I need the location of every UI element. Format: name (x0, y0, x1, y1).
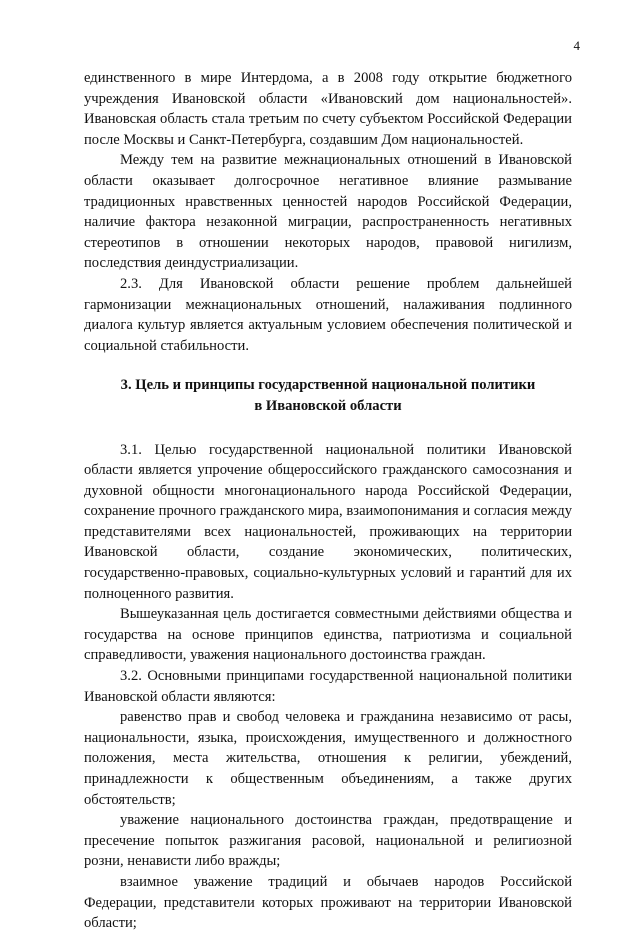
section-heading (84, 375, 572, 416)
document-body (84, 68, 572, 934)
principle-mutual-respect: взаимное уважение традиций и обычаев народов Российской Федерации, представители которых проживают на территории Ивановской области; (84, 873, 572, 932)
section-heading-line-2: в Ивановской области (254, 397, 402, 414)
principle-equality: равенство прав и свобод человека и гражданина независимо от расы, национальности, языка, происхождения, имущественного и должностного положения, места жительства, отношения к религии, убеждений, принадлежности к общественным объединениям, а также других обстоятельств; (84, 709, 572, 808)
paragraph-negative-factors: Между тем на развитие межнациональных отношений в Ивановской области оказывает долгосрочное негативное влияние размывание традиционных нравственных ценностей народов Российской Федерации, наличие фактора незаконной миграции, распространенность негативных стереотипов в отношении некоторых народов, правовой нигилизм, последствия деиндустриализации. (84, 152, 572, 272)
paragraph-goal-achieved: Вышеуказанная цель достигается совместными действиями общества и государства на основе принципов единства, патриотизма и социальной справедливости, уважения национального достоинства граждан. (84, 606, 572, 664)
page-number: 4 (573, 38, 580, 53)
paragraph-3-1: 3.1. Целью государственной национальной политики Ивановской области является упрочение общероссийского гражданского самосознания и духовной общности многонационального народа Российской Федерации, сохранение прочного гражданского мира, взаимопонимания и согласия между представителями всех национальностей, проживающих на территории Ивановской области, создание экономических, политических, государственно-правовых, социально-культурных условий и гарантий для их полноценного развития. (84, 441, 572, 602)
paragraph-2-3: 2.3. Для Ивановской области решение проблем дальнейшей гармонизации межнациональных отношений, налаживания подлинного диалога культур является актуальным условием обеспечения политической и социальной стабильности. (84, 275, 572, 354)
principle-dignity: уважение национального достоинства граждан, предотвращение и пресечение попыток разжигания расовой, национальной и религиозной розни, ненависти либо вражды; (84, 812, 572, 870)
paragraph-3-2: 3.2. Основными принципами государственной национальной политики Ивановской области являются: (84, 668, 572, 705)
section-heading-line-1: 3. Цель и принципы государственной национальной политики (120, 377, 536, 394)
paragraph-intro-continuation: единственного в мире Интердома, а в 2008 году открытие бюджетного учреждения Ивановской области «Ивановский дом национальностей». Ивановская область стала третьим по счету субъектом Российской Федерации после Москвы и Санкт-Петербурга, создавшим Дом национальностей. (84, 70, 572, 148)
